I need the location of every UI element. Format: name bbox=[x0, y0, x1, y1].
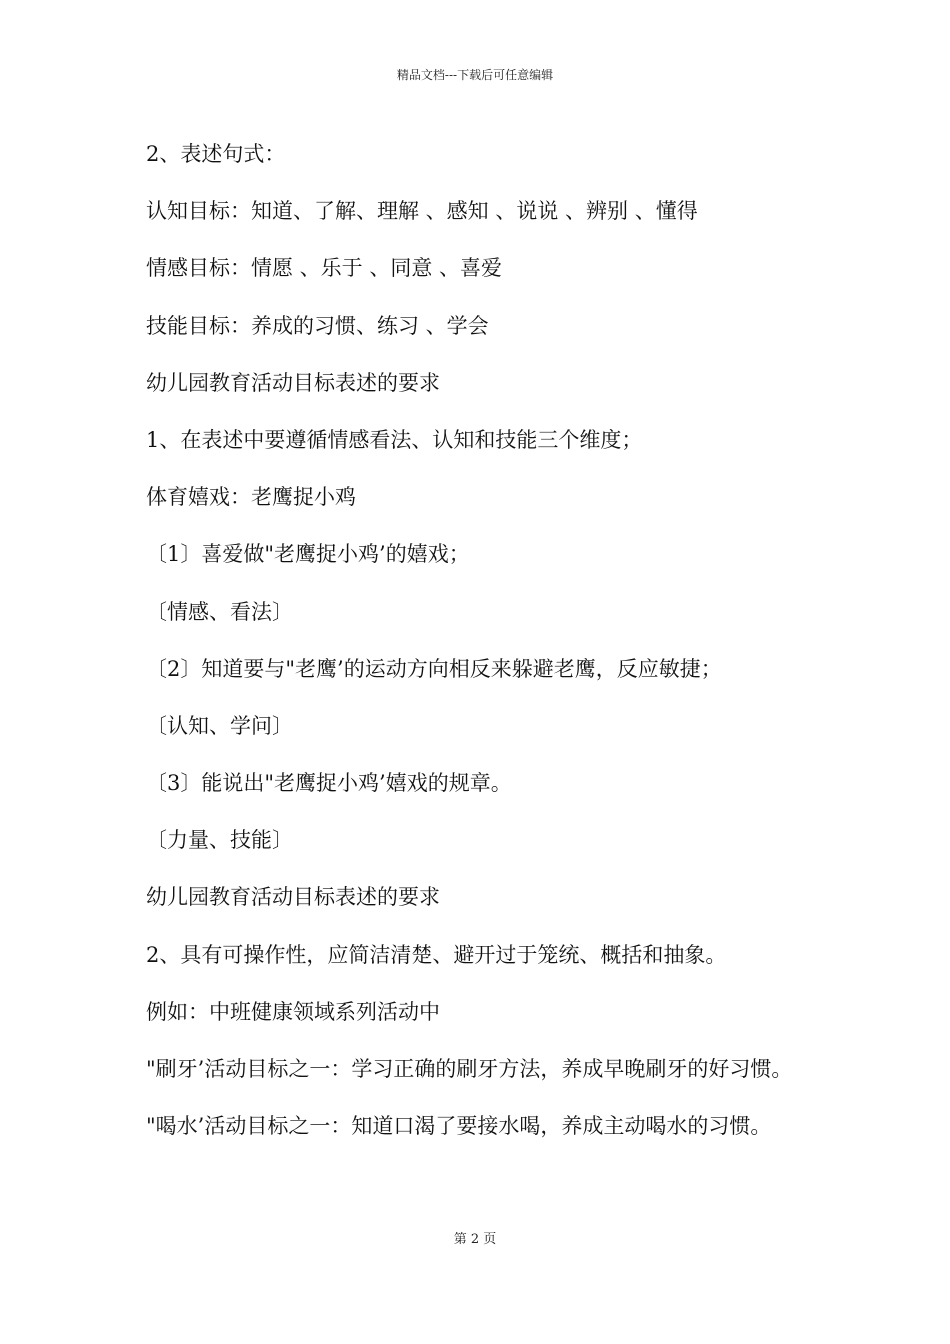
section-heading-requirements-repeat: 幼儿园教育活动目标表述的要求 bbox=[146, 885, 440, 910]
example-brushing-teeth: "刷牙’活动目标之一：学习正确的刷牙方法，养成早晚刷牙的好习惯。 bbox=[146, 1057, 793, 1081]
goal-item-3: 〔3〕能说出"老鹰捉小鸡’嬉戏的规章。 bbox=[146, 771, 512, 796]
requirement-2: 2、具有可操作性，应简洁清楚、避开过于笼统、概括和抽象。 bbox=[146, 942, 727, 967]
document-body bbox=[146, 126, 826, 1155]
requirement-1: 1、在表述中要遵循情感看法、认知和技能三个维度； bbox=[146, 427, 643, 452]
goal-item-2-dimension: 〔认知、学问〕 bbox=[146, 713, 293, 738]
skill-goal-verbs: 技能目标：养成的习惯、练习 、学会 bbox=[146, 313, 489, 338]
cognitive-goal-verbs: 认知目标：知道、了解、理解 、感知 、说说 、辨别 、懂得 bbox=[146, 199, 698, 224]
section-heading-requirements: 幼儿园教育活动目标表述的要求 bbox=[146, 370, 440, 395]
section-heading-sentence-patterns: 2、表述句式： bbox=[146, 142, 286, 166]
page-header: 精品文档---下载后可任意编辑 bbox=[396, 68, 554, 82]
goal-item-1: 〔1〕喜爱做"老鹰捉小鸡’的嬉戏； bbox=[146, 542, 470, 567]
goal-item-3-dimension: 〔力量、技能〕 bbox=[146, 828, 293, 853]
page-number: 第 2 页 bbox=[453, 1232, 497, 1247]
goal-item-2: 〔2〕知道要与"老鹰’的运动方向相反来躲避老鹰，反应敏捷； bbox=[146, 656, 722, 681]
emotional-goal-verbs: 情感目标：情愿 、乐于 、同意 、喜爱 bbox=[146, 256, 503, 281]
goal-item-1-dimension: 〔情感、看法〕 bbox=[146, 599, 293, 624]
example-game-title: 体育嬉戏：老鹰捉小鸡 bbox=[146, 485, 356, 510]
example-intro: 例如：中班健康领域系列活动中 bbox=[146, 999, 440, 1024]
example-drinking-water: "喝水’活动目标之一：知道口渴了要接水喝，养成主动喝水的习惯。 bbox=[146, 1114, 772, 1139]
